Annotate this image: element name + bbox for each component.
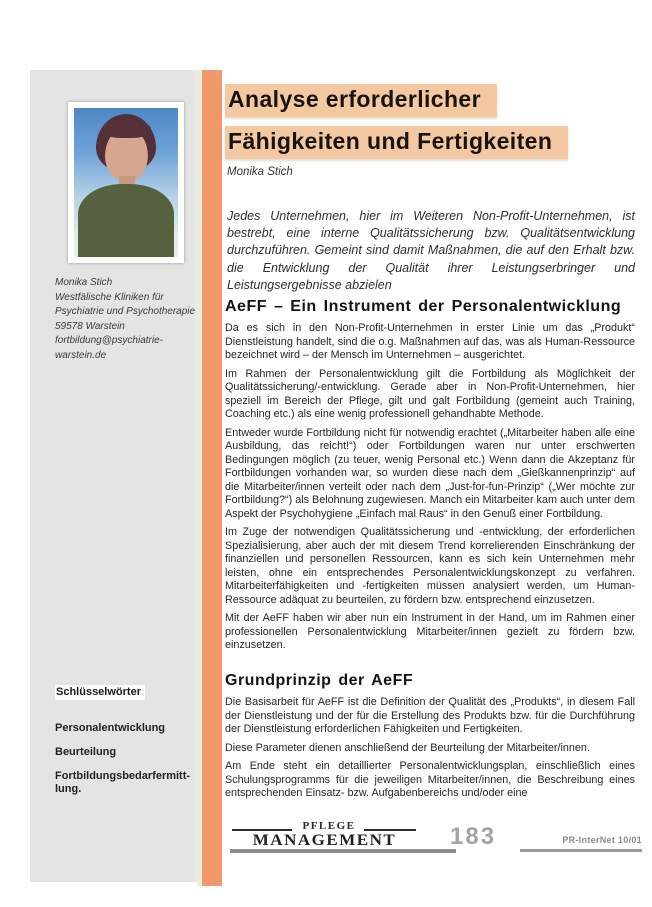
body-paragraph: Am Ende steht ein detaillierter Personalentwicklungsplan, einschließlich eines Schulungsprogramms für die jeweiligen Mitarbeiter/innen, die Beschreibung eines entsprechenden Einsatz- bzw. Aufgabenbereichs und/oder eine xyxy=(225,760,635,799)
author-email-line: warstein.de xyxy=(55,349,107,361)
section-aeff-instrument xyxy=(225,298,635,658)
keyword-item: Personalentwicklung xyxy=(55,722,166,734)
portrait-hair-fringe xyxy=(102,120,151,138)
abstract-text: Jedes Unternehmen, hier im Weiteren Non-Profit-Unternehmen, ist bestrebt, eine interne Qualitätssicherung bzw. Qualitätsentwicklung durchzuführen. Gemeint sind damit Maßnahmen, die auf den Erhalt bzw. die Entwicklung der Qualität ihrer Leistungserbringer und Leistungsergebnisse abzielen xyxy=(227,208,635,293)
author-portrait xyxy=(68,102,184,263)
title-line-2: Fähigkeiten und Fertigkeiten xyxy=(225,126,568,159)
section-heading: Grundprinzip der AeFF xyxy=(225,672,414,689)
body-paragraph: Im Rahmen der Personalentwicklung gilt die Fortbildung als Möglichkeit der Qualitätssicherung/-entwicklung. Gerade aber in Non-Profit-Unternehmen, hier speziell im Bereich der Pflege, gilt und galt Fortbildung (gemeint auch Training, Coaching etc.) als eine wenig professionell gehandhabte Methode. xyxy=(225,367,635,420)
footer-rule-left xyxy=(230,849,456,853)
section-heading: AeFF – Ein Instrument der Personalentwicklung xyxy=(225,298,622,315)
issue-label: PR-InterNet 10/01 xyxy=(562,835,642,845)
article-title xyxy=(225,84,568,168)
body-paragraph: Die Basisarbeit für AeFF ist die Definition der Qualität des „Produkts“, in diesem Fall der Dienstleistung und der für die Erstellung des Produkts bzw. für die Durchführung der Dienstleistung erforderlichen Fähigkeiten und Fertigkeiten. xyxy=(225,696,635,735)
body-paragraph: Mit der AeFF haben wir aber nun ein Instrument in der Hand, um im Rahmen einer professionellen Personalentwicklung Mitarbeiter/innen gezielt zu fördern bzw. einzusetzen. xyxy=(225,612,635,651)
byline-author: Monika Stich xyxy=(227,166,293,178)
title-line-1: Analyse erforderlicher xyxy=(225,84,497,117)
author-info-line: 59578 Warstein xyxy=(55,320,125,332)
body-paragraph: Da es sich in den Non-Profit-Unternehmen in erster Linie um das „Produkt“ Dienstleistung handelt, sind die o.g. Maßnahmen auf das, was als Human-Ressource bezeichnet wird – der Mensch im Unternehmen – ausgerichtet. xyxy=(225,322,635,361)
author-info xyxy=(55,276,197,363)
accent-bar xyxy=(202,70,222,886)
section-grundprinzip xyxy=(225,672,635,806)
author-info-line: Monika Stich xyxy=(55,277,113,288)
keyword-item: Beurteilung xyxy=(55,746,117,758)
journal-logo-management: MANAGEMENT xyxy=(252,830,397,849)
portrait-sweater xyxy=(78,184,174,259)
author-info-line: Westfälische Kliniken für xyxy=(55,291,164,303)
author-email-line: fortbildung@psychiatrie- xyxy=(55,335,163,346)
body-paragraph: Diese Parameter dienen anschließend der Beurteilung der Mitarbeiter/innen. xyxy=(225,741,590,754)
keywords-list xyxy=(55,722,205,807)
author-info-line: Psychiatrie und Psychotherapie xyxy=(55,306,196,317)
body-paragraph: Entweder wurde Fortbildung nicht für notwendig erachtet („Mitarbeiter haben alle eine Ausbildung, das reicht!“) oder Fortbildungen waren nur unter erschwerten Bedingungen möglich (zu teuer, wenig Personal etc.) Wenn dann die Akzeptanz für Fortbildungen vorhanden war, so wurden diese nach dem „Gießkannenprinzip“ auf die Mitarbeiter/innen verteilt oder nach dem „Just-for-fun-Prinzip“ („Wer möchte zur Fortbildung?“) als Belohnung zugewiesen. Manch ein Mitarbeiter kam auch unter dem Aspekt der Psychohygiene „Einfach mal Raus“ in den Genuß einer Fortbildung. xyxy=(225,426,635,520)
journal-logo-pflege: PFLEGE xyxy=(302,820,356,832)
footer-rule-right xyxy=(520,849,642,852)
body-paragraph: Im Zuge der notwendigen Qualitätssicherung und -entwicklung, der erforderlichen Spezialisierung, aber auch der mit diesem Trend korrelierenden Einschränkung der finanziellen und personellen Ressourcen, kann es sich kein Unternehmen mehr leisten, ohne ein entsprechendes Personalentwicklungskonzept zu verfahren. Mitarbeiterfähigkeiten und -fertigkeiten müssen analysiert werden, um Human-Ressource adäquat zu beurteilen, zu fördern bzw. entsprechend einzusetzen. xyxy=(225,526,635,606)
keywords-heading xyxy=(55,686,145,698)
keyword-item: Fortbildungsbedarfermitt-lung. xyxy=(55,770,191,795)
page-number: 183 xyxy=(450,823,497,850)
keywords-heading-label: Schlüsselwörter xyxy=(55,685,145,700)
